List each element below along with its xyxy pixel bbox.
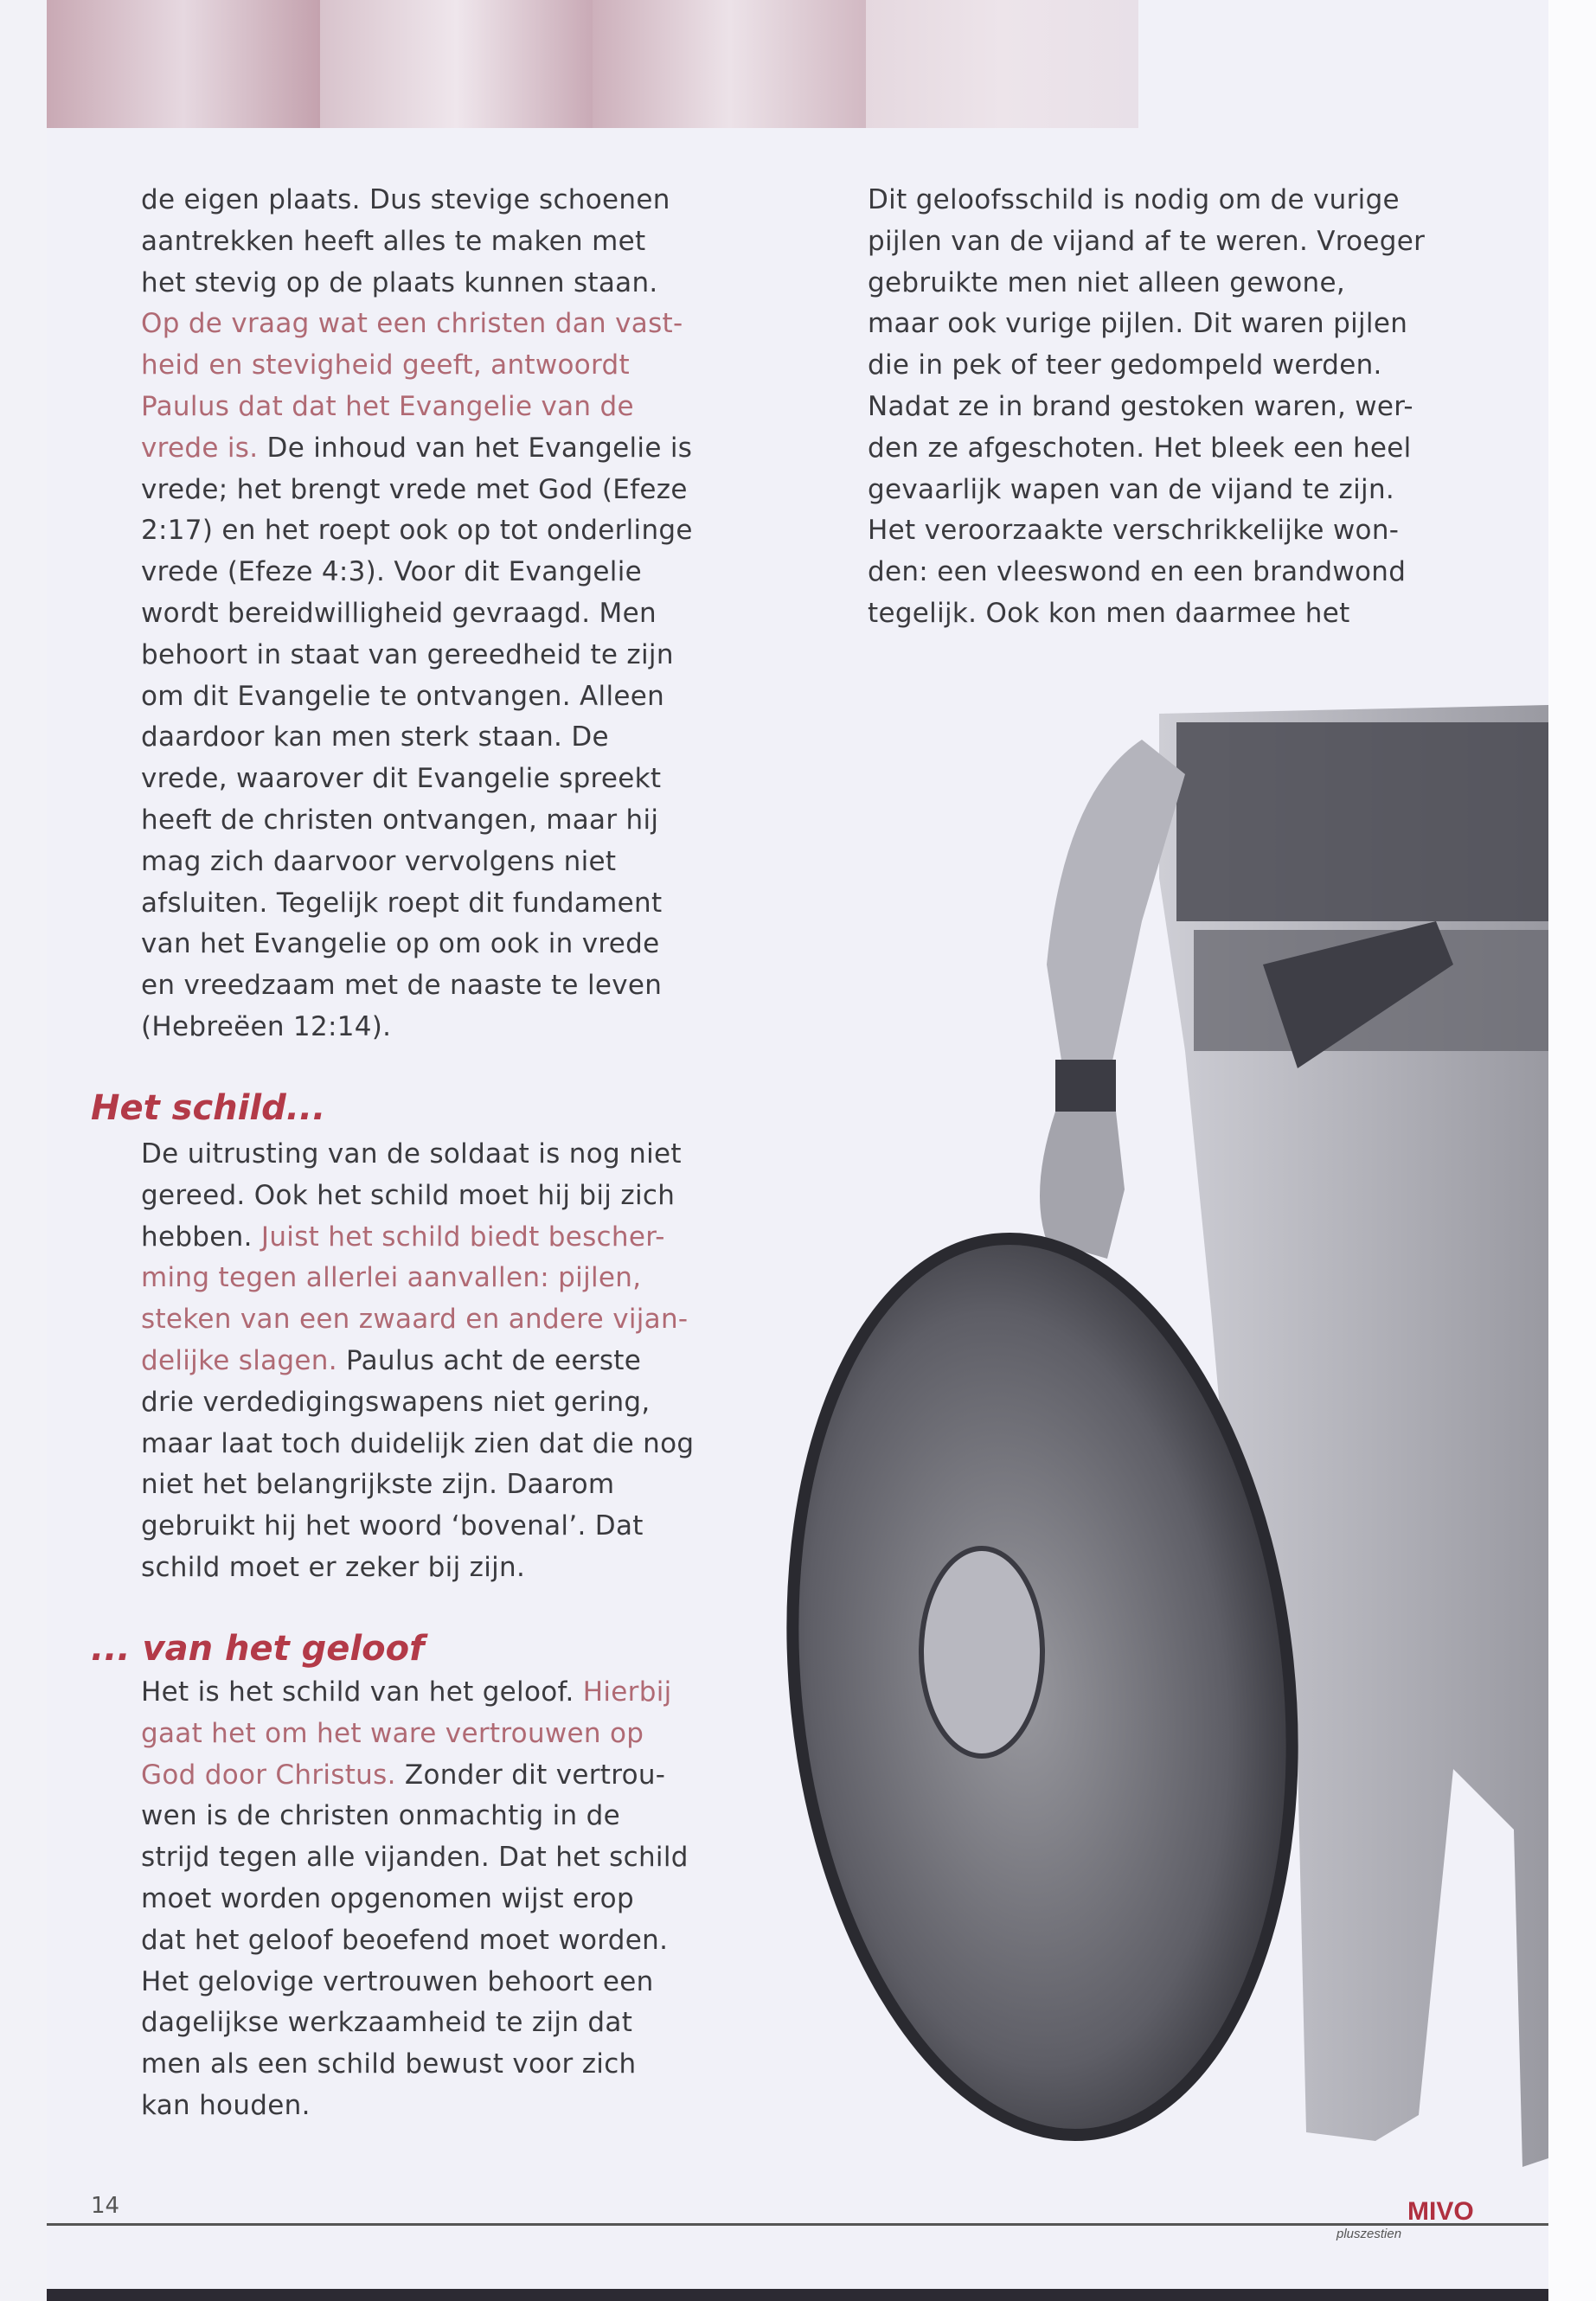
text-line [141, 345, 693, 387]
body-text: De uitrusting van de soldaat is nog niet [141, 1138, 682, 1170]
body-text: dagelijkse werkzaamheid te zijn dat [141, 2007, 633, 2039]
text-line [141, 2086, 689, 2127]
body-text: strijd tegen alle vijanden. Dat het schild [141, 1842, 689, 1874]
body-text: aantrekken heeft alles te maken met [141, 225, 646, 257]
text-line [141, 1920, 689, 1962]
shield-boss [921, 1548, 1042, 1756]
body-text: hebben. [141, 1221, 261, 1253]
body-text: dat het geloof beoefend moet worden. [141, 1924, 669, 1956]
body-text: heeft de christen ontvangen, maar hij [141, 804, 659, 836]
body-text: van het Evangelie op om ook in vrede [141, 928, 660, 960]
body-text: tegelijk. Ook kon men daarmee het [868, 597, 1350, 629]
text-line [141, 1382, 694, 1424]
body-text: gebruikt hij het woord ‘bovenal’. Dat [141, 1510, 644, 1542]
text-line [141, 1176, 694, 1217]
body-text: Het gelovige vertrouwen behoort een [141, 1965, 654, 1997]
body-text: behoort in staat van gereedheid te zijn [141, 638, 674, 670]
body-text: niet het belangrijkste zijn. Daarom [141, 1469, 615, 1501]
body-text: mag zich daarvoor vervolgens niet [141, 845, 617, 877]
text-line [141, 800, 693, 842]
text-line [141, 221, 693, 263]
text-line [141, 924, 693, 965]
text-line [141, 717, 693, 759]
body-text: om dit Evangelie te ontvangen. Alleen [141, 680, 665, 712]
text-line [141, 1217, 694, 1259]
text-line [141, 428, 693, 470]
text-line [868, 180, 1425, 221]
header-photo [866, 0, 1139, 128]
body-text: daardoor kan men sterk staan. De [141, 721, 609, 753]
text-line [141, 263, 693, 304]
header-photo [320, 0, 593, 128]
text-line [141, 635, 693, 676]
text-line [868, 593, 1425, 635]
highlighted-text: heid en stevigheid geeft, antwoordt [141, 349, 630, 381]
text-line [141, 759, 693, 800]
text-line [868, 345, 1425, 387]
text-line [141, 304, 693, 345]
text-line [141, 1879, 689, 1920]
mivo-logo-subtitle: pluszestien [1336, 2227, 1402, 2241]
body-text: den: een vleeswond en een brandwond [868, 556, 1407, 588]
text-line [141, 2044, 689, 2086]
highlighted-text: delijke slagen. [141, 1344, 337, 1376]
text-line [868, 263, 1425, 304]
body-text: en vreedzaam met de naaste te leven [141, 970, 663, 1002]
body-text: vrede (Efeze 4:3). Voor dit Evangelie [141, 556, 642, 588]
body-text: wordt bereidwilligheid gevraagd. Men [141, 597, 657, 629]
body-text: (Hebreëen 12:14). [141, 1010, 392, 1042]
page-number: 14 [91, 2193, 120, 2219]
highlighted-text: steken van een zwaard en andere vijan- [141, 1304, 689, 1336]
left-column-block-2 [141, 1134, 694, 1589]
text-line [141, 1548, 694, 1589]
body-text: men als een schild bewust voor zich [141, 2048, 637, 2080]
text-line [141, 1258, 694, 1299]
body-text: den ze afgeschoten. Het bleek een heel [868, 432, 1412, 464]
body-text: 2:17) en het roept ook op tot onderlinge [141, 515, 693, 547]
header-photo [47, 0, 320, 128]
text-line [141, 1007, 693, 1048]
text-line [141, 1962, 689, 2003]
highlighted-text: ming tegen allerlei aanvallen: pijlen, [141, 1262, 642, 1294]
soldier-with-shield-illustration [779, 705, 1548, 2176]
text-line [141, 1465, 694, 1506]
body-text: gereed. Ook het schild moet hij bij zich [141, 1179, 676, 1211]
text-line [141, 2003, 689, 2044]
body-text: Het is het schild van het geloof. [141, 1676, 583, 1708]
body-text: Zonder dit vertrou- [395, 1759, 666, 1791]
mivo-logo: MIVO [1407, 2197, 1474, 2226]
footer-rule [47, 2223, 1548, 2226]
page-edge [1548, 0, 1596, 2301]
highlighted-text: God door Christus. [141, 1759, 396, 1791]
highlighted-text: Paulus dat dat het Evangelie van de [141, 390, 634, 422]
text-line [141, 593, 693, 635]
body-text: vrede, waarover dit Evangelie spreekt [141, 763, 662, 795]
text-line [141, 965, 693, 1007]
body-text: afsluiten. Tegelijk roept dit fundament [141, 887, 663, 919]
body-text: Paulus acht de eerste [337, 1344, 642, 1376]
text-line [868, 221, 1425, 263]
body-text: drie verdedigingswapens niet gering, [141, 1386, 651, 1418]
text-line [141, 842, 693, 883]
text-line [868, 510, 1425, 552]
body-text: pijlen van de vijand af te weren. Vroeger [868, 225, 1426, 257]
text-line [141, 1796, 689, 1837]
right-column-block-1 [868, 180, 1425, 635]
body-text: maar ook vurige pijlen. Dit waren pijlen [868, 308, 1408, 340]
text-line [141, 387, 693, 428]
text-line [141, 1341, 694, 1382]
text-line [868, 552, 1425, 593]
text-line [141, 1755, 689, 1797]
highlighted-text: Hierbij [582, 1676, 672, 1708]
body-text: gevaarlijk wapen van de vijand te zijn. [868, 473, 1395, 505]
highlighted-text: Juist het schild biedt bescher- [260, 1221, 665, 1253]
body-text: maar laat toch duidelijk zien dat die nog [141, 1427, 695, 1459]
text-line [141, 1299, 694, 1341]
text-line [141, 552, 693, 593]
left-column-block-3 [141, 1672, 689, 2127]
body-text: kan houden. [141, 2089, 311, 2121]
body-text: wen is de christen onmachtig in de [141, 1800, 620, 1832]
text-line [868, 428, 1425, 470]
body-text: die in pek of teer gedompeld werden. [868, 349, 1382, 381]
highlighted-text: vrede is. [141, 432, 259, 464]
header-photo [593, 0, 866, 128]
text-line [141, 1506, 694, 1548]
highlighted-text: Op de vraag wat een christen dan vast- [141, 308, 683, 340]
text-line [141, 883, 693, 925]
text-line [141, 1424, 694, 1465]
heading-het-schild: Het schild... [91, 1088, 326, 1128]
text-line [868, 304, 1425, 345]
body-text: gebruikte men niet alleen gewone, [868, 266, 1345, 298]
body-text: Het veroorzaakte verschrikkelijke won- [868, 515, 1400, 547]
body-text: Dit geloofsschild is nodig om de vurige [868, 184, 1400, 215]
body-text: Nadat ze in brand gestoken waren, wer- [868, 390, 1413, 422]
text-line [141, 180, 693, 221]
text-line [868, 470, 1425, 511]
body-text: vrede; het brengt vrede met God (Efeze [141, 473, 688, 505]
body-text: het stevig op de plaats kunnen staan. [141, 266, 658, 298]
body-text: schild moet er zeker bij zijn. [141, 1551, 526, 1583]
text-line [141, 470, 693, 511]
heading-van-het-geloof: ... van het geloof [91, 1629, 425, 1669]
text-line [141, 1837, 689, 1879]
left-column-block-1 [141, 180, 693, 1048]
bottom-edge [47, 2289, 1548, 2301]
text-line [868, 387, 1425, 428]
highlighted-text: gaat het om het ware vertrouwen op [141, 1717, 644, 1749]
text-line [141, 510, 693, 552]
header-photo-strip [47, 0, 1138, 128]
text-line [141, 676, 693, 718]
body-text: de eigen plaats. Dus stevige schoenen [141, 184, 670, 215]
text-line [141, 1714, 689, 1755]
body-text: De inhoud van het Evangelie is [258, 432, 693, 464]
body-text: moet worden opgenomen wijst erop [141, 1882, 634, 1914]
text-line [141, 1134, 694, 1176]
text-line [141, 1672, 689, 1714]
